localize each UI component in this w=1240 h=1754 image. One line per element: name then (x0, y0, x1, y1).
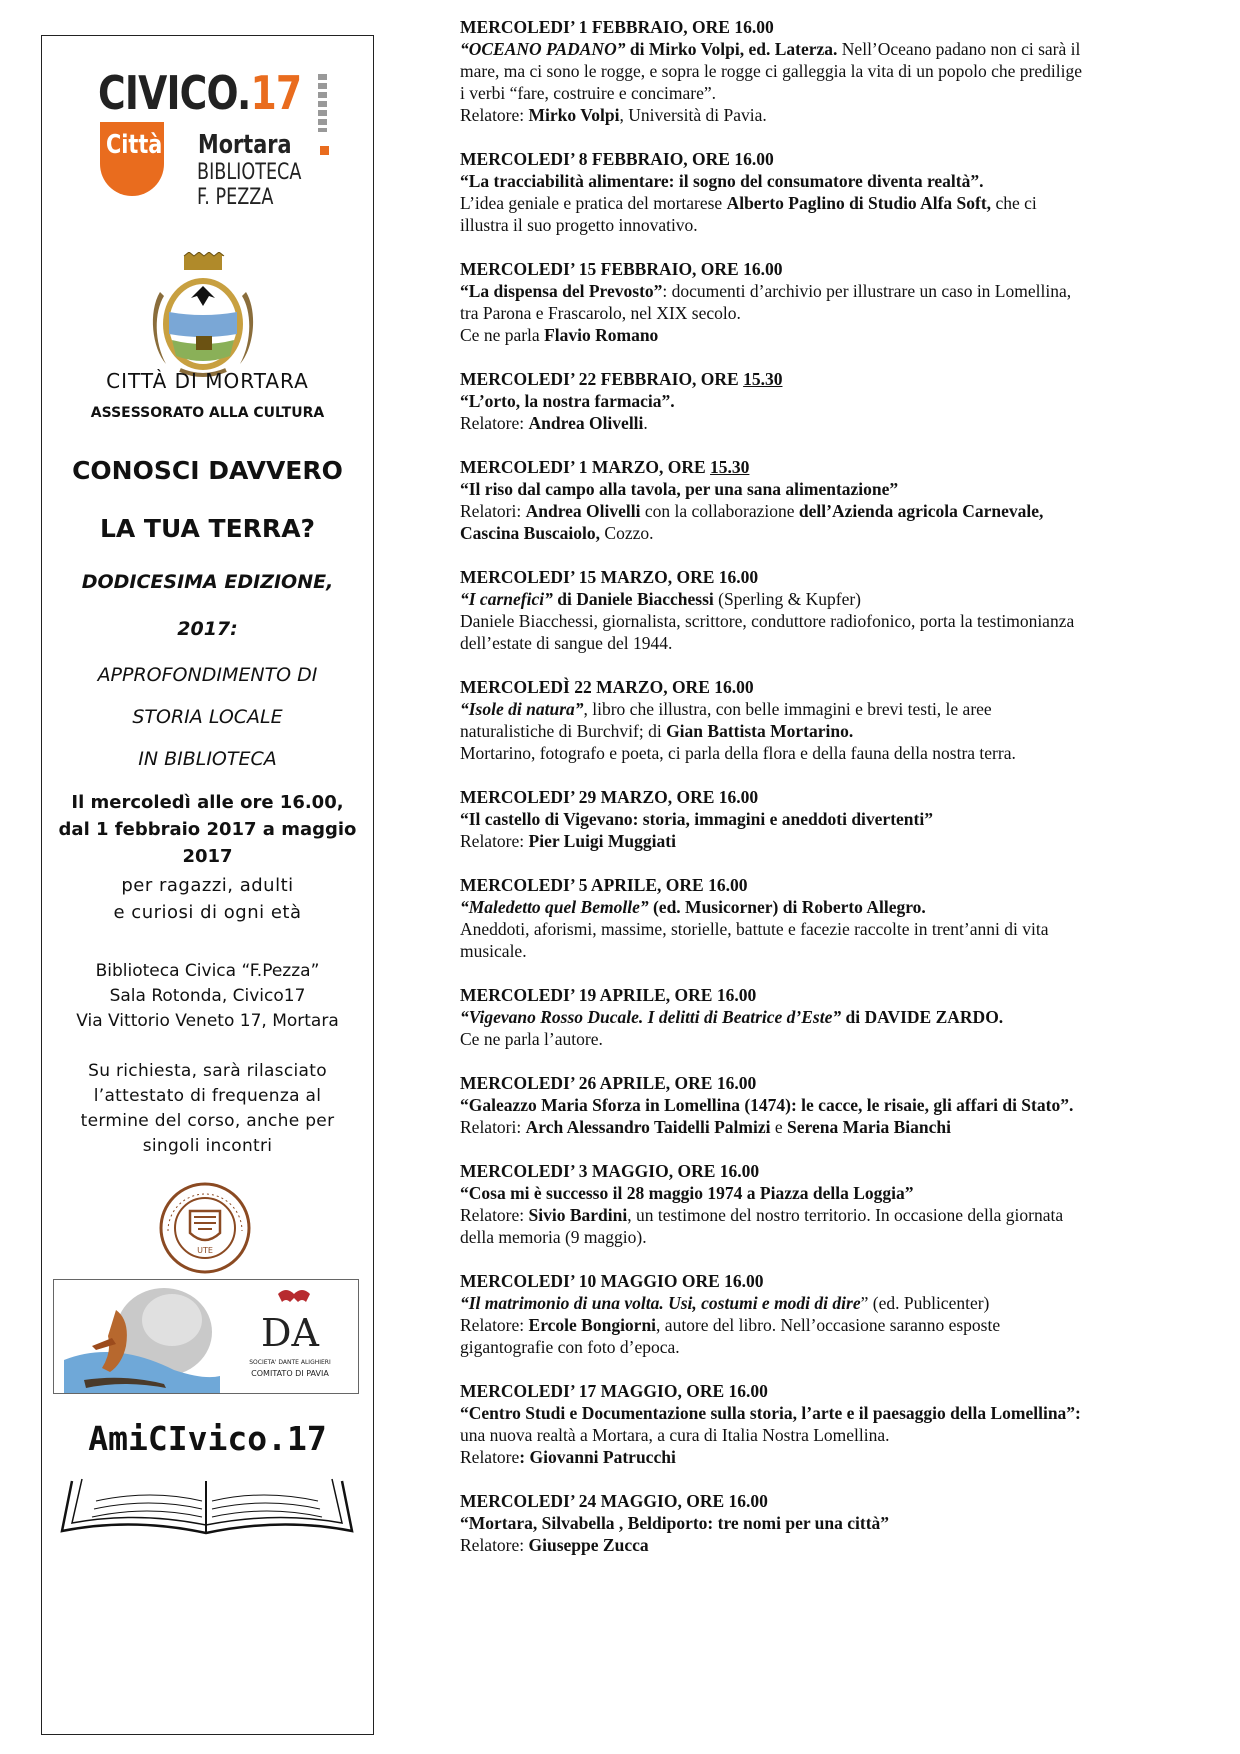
event-line: “La tracciabilità alimentare: il sogno del consumatore diventa realtà”. (460, 171, 984, 191)
event-line: “Il matrimonio di una volta. Usi, costumi e modi di dire” (ed. Publicenter) (460, 1293, 990, 1313)
event-line: “Vigevano Rosso Ducale. I delitti di Beatrice d’Este” di DAVIDE ZARDO. (460, 1007, 1004, 1027)
event-line: i verbi “fare, costruire e concimare”. (460, 83, 717, 103)
event-item (460, 148, 1220, 236)
event-line: “I carnefici” di Daniele Biacchessi (Sperling & Kupfer) (460, 589, 862, 609)
address-text: Biblioteca Civica “F.Pezza” Sala Rotonda, Civico17 Via Vittorio Veneto 17, Mortara (76, 961, 339, 1031)
event-item (460, 676, 1220, 764)
logo-citta-text: Città di (106, 130, 192, 160)
certificate-note: Su richiesta, sarà rilasciato l’attestato di frequenza al termine del corso, anche per singoli incontri (80, 1061, 335, 1156)
event-line: Relatore: Pier Luigi Muggiati (460, 831, 676, 851)
logo-dot (320, 146, 329, 155)
logo-bar (318, 74, 327, 132)
assessorato-heading: ASSESSORATO ALLA CULTURA (90, 405, 325, 421)
event-item (460, 786, 1220, 852)
event-line: Daniele Biacchessi, giornalista, scrittore, conduttore radiofonico, porta la testimonianza (460, 611, 1075, 631)
event-line: “Mortara, Silvabella , Beldiporto: tre nomi per una città” (460, 1513, 890, 1533)
event-date: MERCOLEDI’ 26 APRILE, ORE 16.00 (460, 1073, 757, 1093)
year-line: 2017: (177, 618, 238, 640)
mortara-crest-icon (146, 252, 260, 380)
event-item (460, 1490, 1220, 1556)
amicivico-logo-text: AmiCIvico.17 (88, 1419, 327, 1458)
event-date: MERCOLEDI’ 8 FEBBRAIO, ORE 16.00 (460, 149, 774, 169)
partner-logos (53, 1279, 359, 1394)
event-date: MERCOLEDI’ 19 APRILE, ORE 16.00 (460, 985, 757, 1005)
event-line: “Cosa mi è successo il 28 maggio 1974 a Piazza della Loggia” (460, 1183, 914, 1203)
edition-line: DODICESIMA EDIZIONE, (81, 571, 334, 593)
event-line: “Galeazzo Maria Sforza in Lomellina (1474): le cacce, le risaie, gli affari di Stato”. (460, 1095, 1074, 1115)
event-date: MERCOLEDI’ 5 APRILE, ORE 16.00 (460, 875, 748, 895)
partner-logos-art-icon (54, 1280, 358, 1393)
event-line: mare, ma ci sono le rogge, e sopra le rogge ci galleggia la vita di un popolo che predilige (460, 61, 1083, 81)
event-line: “Isole di natura”, libro che illustra, con belle immagini e brevi testi, le aree (460, 699, 992, 719)
event-date: MERCOLEDI’ 29 MARZO, ORE 16.00 (460, 787, 759, 807)
in-biblioteca-line: IN BIBLIOTECA (138, 748, 277, 770)
event-line: Relatori: Andrea Olivelli con la collaborazione dell’Azienda agricola Carnevale, (460, 501, 1044, 521)
event-item (460, 874, 1220, 962)
event-item (460, 1160, 1220, 1248)
event-line: dell’estate di sangue del 1944. (460, 633, 673, 653)
event-line: “OCEANO PADANO” di Mirko Volpi, ed. Laterza. Nell’Oceano padano non ci sarà il (460, 39, 1081, 59)
event-item (460, 1380, 1220, 1468)
event-date: MERCOLEDI’ 24 MAGGIO, ORE 16.00 (460, 1491, 768, 1511)
event-line: Relatore: Giovanni Patrucchi (460, 1447, 676, 1467)
event-item (460, 984, 1220, 1050)
event-date: MERCOLEDI’ 17 MAGGIO, ORE 16.00 (460, 1381, 768, 1401)
event-line: Cascina Buscaiolo, Cozzo. (460, 523, 654, 543)
event-line: “L’orto, la nostra farmacia”. (460, 391, 675, 411)
universita-terza-eta-seal-icon (138, 1161, 272, 1295)
svg-text:UTE: UTE (197, 1246, 213, 1255)
event-item (460, 1270, 1220, 1358)
event-line: “Centro Studi e Documentazione sulla storia, l’arte e il paesaggio della Lomellina”: (460, 1403, 1081, 1423)
event-item (460, 368, 1220, 434)
event-line: Relatore: Sivio Bardini, un testimone del nostro territorio. In occasione della giornata (460, 1205, 1064, 1225)
event-line: Relatori: Arch Alessandro Taidelli Palmizi e Serena Maria Bianchi (460, 1117, 951, 1137)
event-date: MERCOLEDI’ 3 MAGGIO, ORE 16.00 (460, 1161, 760, 1181)
event-line: Ce ne parla l’autore. (460, 1029, 603, 1049)
storia-locale-line: STORIA LOCALE (132, 706, 283, 728)
event-line: “La dispensa del Prevosto”: documenti d’archivio per illustrare un caso in Lomellina, (460, 281, 1072, 301)
event-date: MERCOLEDI’ 10 MAGGIO ORE 16.00 (460, 1271, 764, 1291)
event-line: “Il castello di Vigevano: storia, immagini e aneddoti divertenti” (460, 809, 933, 829)
event-line: Ce ne parla Flavio Romano (460, 325, 659, 345)
event-line: naturalistiche di Burchvif; di Gian Battista Mortarino. (460, 721, 854, 741)
sidebar-panel (41, 35, 374, 1735)
audience-text: per ragazzi, adulti e curiosi di ogni età (113, 875, 302, 923)
open-book-icon (52, 1441, 362, 1541)
citta-di-mortara-heading: CITTÀ DI MORTARA (106, 369, 309, 393)
event-line: una nuova realtà a Mortara, a cura di Italia Nostra Lomellina. (460, 1425, 890, 1445)
event-date: MERCOLEDÌ 22 MARZO, ORE 16.00 (460, 677, 754, 697)
dante-logo-sub1: SOCIETA' DANTE ALIGHIERI (249, 1359, 331, 1366)
event-line: Mortarino, fotografo e poeta, ci parla della flora e della fauna della nostra terra. (460, 743, 1016, 763)
event-line: Relatore: Ercole Bongiorni, autore del libro. Nell’occasione saranno esposte (460, 1315, 1001, 1335)
event-date: MERCOLEDI’ 15 MARZO, ORE 16.00 (460, 567, 759, 587)
logo-mortara-text: Mortara (198, 130, 292, 160)
schedule-text: Il mercoledì alle ore 16.00, dal 1 febbraio 2017 a maggio 2017 (58, 792, 357, 867)
event-item (460, 258, 1220, 346)
events-list (460, 16, 1220, 1578)
event-date: MERCOLEDI’ 22 FEBBRAIO, ORE 15.30 (460, 369, 783, 389)
event-item (460, 456, 1220, 544)
event-line: L’idea geniale e pratica del mortarese Alberto Paglino di Studio Alfa Soft, che ci (460, 193, 1037, 213)
event-date: MERCOLEDI’ 15 FEBBRAIO, ORE 16.00 (460, 259, 783, 279)
event-item (460, 566, 1220, 654)
event-line: musicale. (460, 941, 527, 961)
dante-logo-text: DA (261, 1311, 319, 1355)
title-line-2: LA TUA TERRA? (99, 514, 316, 543)
event-date: MERCOLEDI’ 1 FEBBRAIO, ORE 16.00 (460, 17, 774, 37)
event-line: illustra il suo progetto innovativo. (460, 215, 698, 235)
logo-civico-text: CIVICO.17 (98, 66, 302, 120)
event-line: della memoria (9 maggio). (460, 1227, 647, 1247)
approfondimento-line: APPROFONDIMENTO DI (97, 664, 318, 686)
event-date: MERCOLEDI’ 1 MARZO, ORE 15.30 (460, 457, 750, 477)
logo-biblioteca-text: BIBLIOTECA F. PEZZA (197, 160, 302, 210)
dante-logo-sub2: COMITATO DI PAVIA (251, 1369, 329, 1378)
event-line: tra Parona e Frascarolo, nel XIX secolo. (460, 303, 741, 323)
event-line: Relatore: Giuseppe Zucca (460, 1535, 649, 1555)
event-line: Aneddoti, aforismi, massime, storielle, battute e facezie raccolte in trent’anni di vita (460, 919, 1049, 939)
civico17-logo (98, 66, 328, 226)
event-line: gigantografie con foto d’epoca. (460, 1337, 680, 1357)
event-line: Relatore: Mirko Volpi, Università di Pavia. (460, 105, 767, 125)
event-line: “Maledetto quel Bemolle” (ed. Musicorner) di Roberto Allegro. (460, 897, 926, 917)
event-line: “Il riso dal campo alla tavola, per una sana alimentazione” (460, 479, 899, 499)
event-item (460, 1072, 1220, 1138)
event-line: Relatore: Andrea Olivelli. (460, 413, 648, 433)
event-item (460, 16, 1220, 126)
title-line-1: CONOSCI DAVVERO (72, 456, 343, 485)
